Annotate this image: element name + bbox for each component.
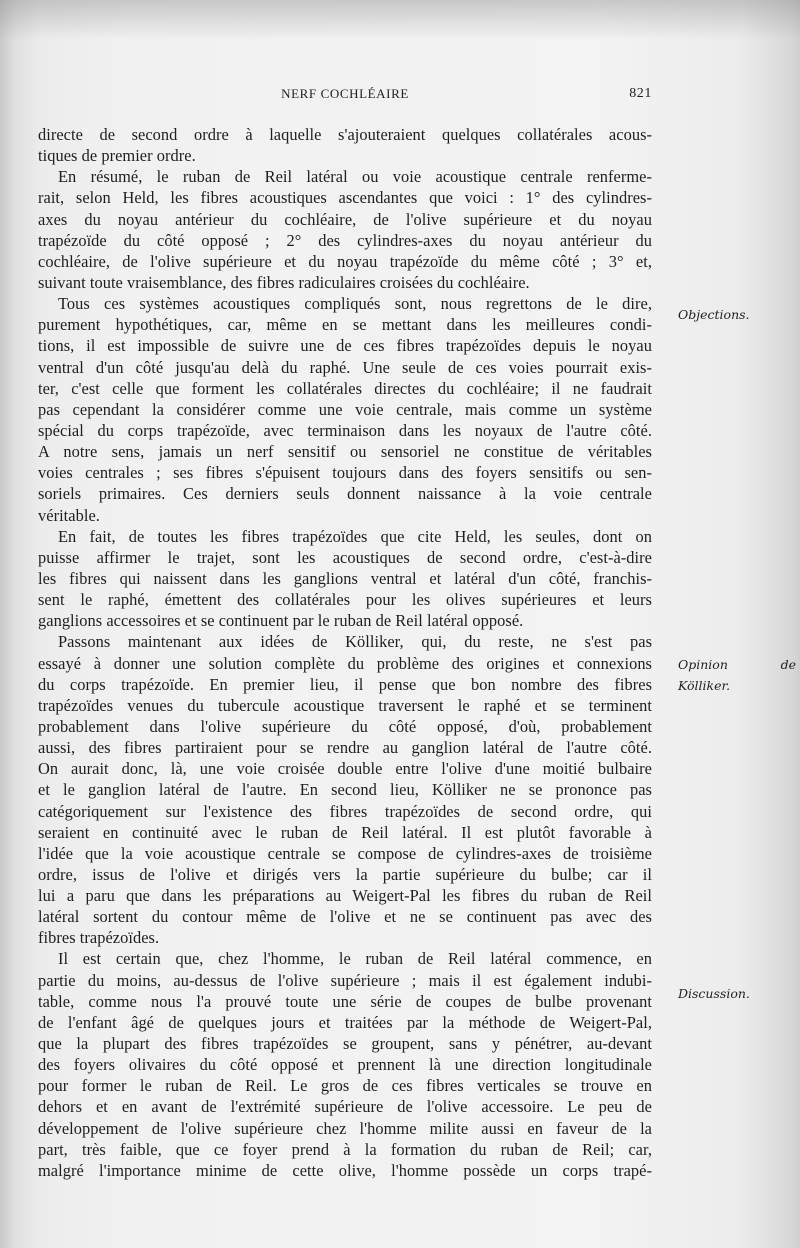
text-line: part, très faible, que ce foyer prend à la formation du ruban de Reil; car,	[38, 1139, 652, 1159]
text-line: axes du noyau antérieur du cochléaire, de l'olive supérieure et du noyau	[38, 209, 652, 229]
text-line: et le ganglion latéral de l'autre. En second lieu, Kölliker ne se prononce pas	[38, 780, 652, 800]
text-line: ordre, issus de l'olive et dirigés vers la partie supérieure du bulbe; car il	[38, 864, 652, 884]
text-line: pour former le ruban de Reil. Le gros de ces fibres verticales se trouve en	[38, 1076, 652, 1096]
text-line: probablement dans l'olive supérieure du côté opposé, d'où, probablement	[38, 716, 652, 736]
text-line: essayé à donner une solution complète du problème des origines et connexions	[38, 653, 652, 673]
margin-note-objections	[678, 304, 796, 325]
margin-note-text: Kölliker.	[678, 678, 731, 693]
text-line: pas cependant la considérer comme une voie centrale, mais comme un système	[38, 399, 652, 419]
text-line: trapézoïdes venues du tubercule acoustique traversent le raphé et se terminent	[38, 695, 652, 715]
text-line: latéral sortent du contour même de l'olive et ne se continuent pas avec des	[38, 907, 652, 927]
text-line: dehors et en avant de l'extrémité supérieure de l'olive accessoire. Le peu de	[38, 1097, 652, 1117]
text-line: du corps trapézoïde. En premier lieu, il pense que bon nombre des fibres	[38, 674, 652, 694]
text-line: les fibres qui naissent dans les ganglions ventral et latéral d'un côté, franchis-	[38, 568, 652, 588]
text-line: rait, selon Held, les fibres acoustiques ascendantes que voici : 1° des cylindres-	[38, 188, 652, 208]
text-line: malgré l'importance minime de cette olive, l'homme possède un corps trapé-	[38, 1160, 652, 1180]
margin-note-text: Opinion de	[678, 657, 796, 672]
text-line: l'idée que la voie acoustique centrale se compose de cylindres-axes de troisième	[38, 843, 652, 863]
text-line: ter, c'est celle que forment les collatérales directes du cochléaire; il ne faudrait	[38, 378, 652, 398]
running-title: NERF COCHLÉAIRE	[281, 86, 409, 101]
margin-note-text: Objections.	[678, 307, 750, 322]
body-text	[38, 124, 652, 1181]
text-line: tions, il est impossible de suivre une de ces fibres trapézoïdes depuis le noyau	[38, 336, 652, 356]
text-line: voies centrales ; ses fibres s'épuisent toujours dans des foyers sensitifs ou sen-	[38, 463, 652, 483]
text-line: tiques de premier ordre.	[38, 146, 196, 166]
text-line: En fait, de toutes les fibres trapézoïdes que cite Held, les seules, dont on	[58, 526, 652, 546]
text-line: des foyers olivaires du côté opposé et prennent là une direction longitudinale	[38, 1055, 652, 1075]
margin-note-text: Discussion.	[678, 986, 750, 1001]
text-line: puisse affirmer le trajet, sont les acoustiques de second ordre, c'est-à-dire	[38, 547, 652, 567]
page-header	[38, 86, 652, 106]
paragraph	[38, 631, 652, 948]
paragraph	[38, 124, 652, 166]
text-line: spécial du corps trapézoïde, avec terminaison dans les noyaux de l'autre côté.	[38, 420, 652, 440]
margin-note-opinion-kolliker	[678, 654, 796, 696]
text-line: cochléaire, de l'olive supérieure et du noyau trapézoïde du même côté ; 3° et,	[38, 251, 652, 271]
text-line: sent le raphé, émettent des collatérales pour les olives supérieures et leurs	[38, 590, 652, 610]
scan-shadow	[0, 0, 800, 40]
text-line: suivant toute vraisemblance, des fibres radiculaires croisées du cochléaire.	[38, 272, 530, 292]
text-line: développement de l'olive supérieure chez l'homme milite aussi en faveur de la	[38, 1118, 652, 1138]
text-line: directe de second ordre à laquelle s'ajouteraient quelques collatérales acous-	[38, 125, 652, 144]
text-line: fibres trapézoïdes.	[38, 928, 160, 948]
text-line: seraient en continuité avec le ruban de Reil latéral. Il est plutôt favorable à	[38, 822, 652, 842]
text-line: table, comme nous l'a prouvé toute une série de coupes de bulbe provenant	[38, 991, 652, 1011]
text-line: véritable.	[38, 505, 100, 525]
text-line: trapézoïde du côté opposé ; 2° des cylindres-axes du noyau antérieur du	[38, 230, 652, 250]
text-line: On aurait donc, là, une voie croisée double entre l'olive d'une moitié bulbaire	[38, 759, 652, 779]
text-line: catégoriquement sur l'existence des fibres trapézoïdes de second ordre, qui	[38, 801, 652, 821]
text-line: A notre sens, jamais un nerf sensitif ou sensoriel ne constitue de véritables	[38, 442, 652, 462]
paragraph	[38, 166, 652, 293]
margin-note-discussion	[678, 983, 796, 1004]
text-line: lui a paru que dans les préparations au Weigert-Pal les fibres du ruban de Reil	[38, 886, 652, 906]
page-number: 821	[629, 86, 652, 101]
text-line: de l'enfant âgé de quelques jours et traitées par la méthode de Weigert-Pal,	[38, 1012, 652, 1032]
text-line: ganglions accessoires et se continuent par le ruban de Reil latéral opposé.	[38, 611, 524, 631]
text-line: Tous ces systèmes acoustiques compliqués sont, nous regrettons de le dire,	[58, 294, 652, 314]
text-line: soriels primaires. Ces derniers seuls donnent naissance à la voie centrale	[38, 484, 652, 504]
text-line: Il est certain que, chez l'homme, le ruban de Reil latéral commence, en	[58, 949, 652, 969]
text-line: que la plupart des fibres trapézoïdes se groupent, sans y pénétrer, au-devant	[38, 1034, 652, 1054]
text-line: aussi, des fibres partiraient pour se rendre au ganglion latéral de l'autre côté.	[38, 738, 652, 758]
text-line: partie du moins, au-dessus de l'olive supérieure ; mais il est également indubi-	[38, 970, 652, 990]
paragraph	[38, 526, 652, 632]
text-line: purement hypothétiques, car, même en se mettant dans les meilleures condi-	[38, 315, 652, 335]
paragraph	[38, 948, 652, 1181]
text-line: En résumé, le ruban de Reil latéral ou voie acoustique centrale renferme-	[58, 167, 652, 187]
paragraph	[38, 293, 652, 526]
text-line: Passons maintenant aux idées de Kölliker, qui, du reste, ne s'est pas	[58, 632, 652, 652]
text-line: ventral d'un côté jusqu'au delà du raphé. Une seule de ces voies pourrait exis-	[38, 357, 652, 377]
